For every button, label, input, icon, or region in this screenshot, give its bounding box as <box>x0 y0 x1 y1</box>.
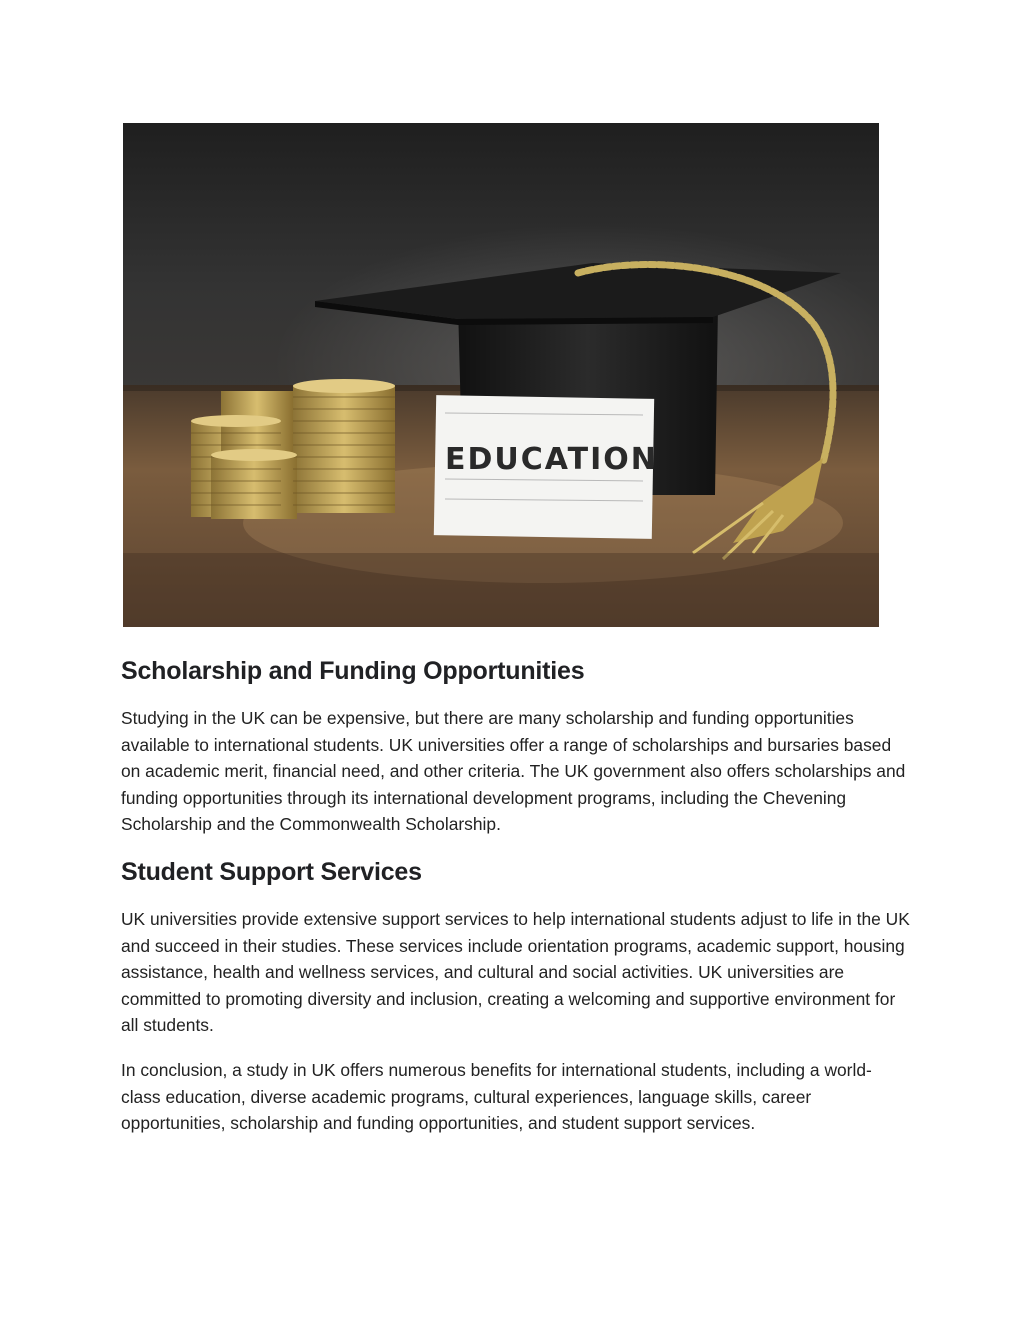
education-photo <box>123 123 879 627</box>
scholarship-heading: Scholarship and Funding Opportunities <box>121 657 585 685</box>
support-paragraph: UK universities provide extensive support services to help international students adjust to life in the UK and succeed in their studies. These services include orientation programs, academic support, housing assistance, health and wellness services, and cultural and social activities. UK universities are committed to promoting diversity and inclusion, creating a welcoming and supportive environment for all students. <box>121 908 910 1036</box>
education-card <box>434 395 658 539</box>
coin-stacks <box>191 379 395 519</box>
scholarship-paragraph: Studying in the UK can be expensive, but there are many scholarship and funding opportunities available to international students. UK universities offer a range of scholarships and bursaries based on academic merit, financial need, and other criteria. The UK government also offers scholarships and funding opportunities through its international development programs, including the Chevening Scholarship and the Commonwealth Scholarship. <box>121 708 906 835</box>
support-heading: Student Support Services <box>121 857 422 886</box>
card-text: EDUCATION <box>445 442 658 477</box>
article-content <box>121 652 911 1137</box>
hero-image <box>123 123 879 627</box>
conclusion-paragraph: In conclusion, a study in UK offers numerous benefits for international students, including a world-class education, diverse academic programs, cultural experiences, language skills, career opportunities, scholarship and funding opportunities, and student support services. <box>121 1059 872 1134</box>
